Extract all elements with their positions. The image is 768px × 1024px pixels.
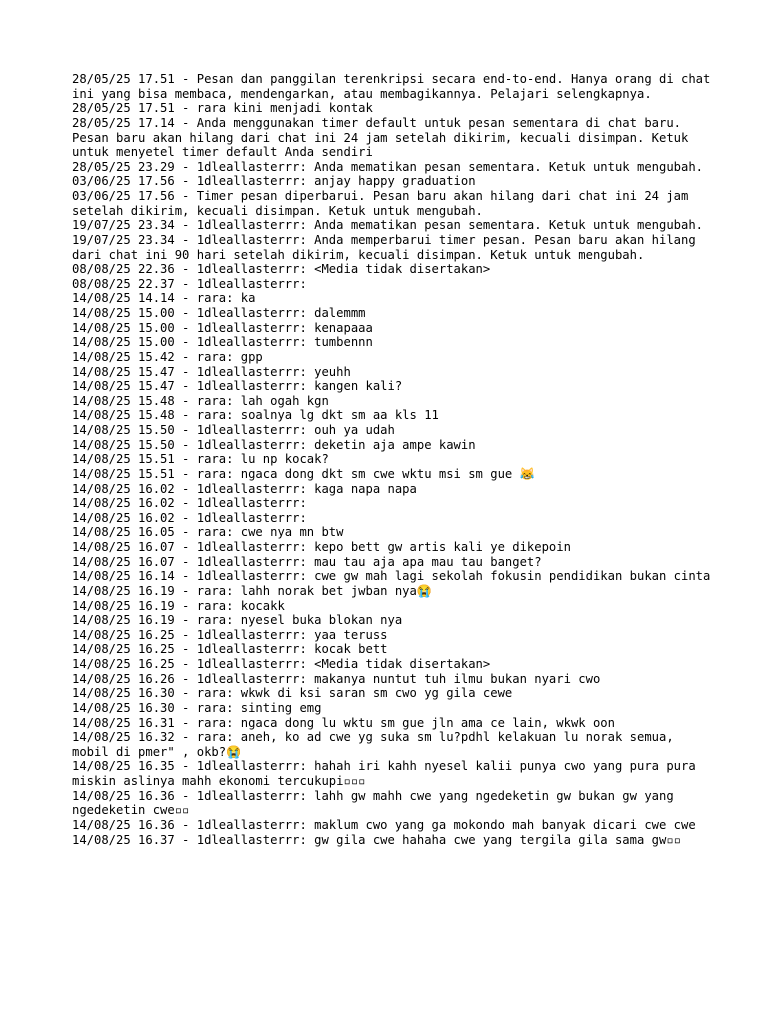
chat-line: 08/08/25 22.37 - 1dleallasterrr: — [72, 276, 307, 291]
chat-line: 14/08/25 16.25 - 1dleallasterrr: <Media tidak disertakan> — [72, 657, 491, 671]
chat-export-document — [72, 72, 718, 847]
chat-line: 19/07/25 23.34 - 1dleallasterrr: Anda memperbarui timer pesan. Pesan baru akan hilang dari chat ini 90 hari setelah dikirim, kecuali disimpan. Ketuk untuk mengubah. — [72, 232, 704, 262]
chat-line: 14/08/25 16.02 - 1dleallasterrr: — [72, 496, 307, 511]
chat-line: 14/08/25 16.31 - rara: ngaca dong lu wktu sm gue jln ama ce lain, wkwk oon — [72, 715, 615, 730]
chat-line: 14/08/25 15.48 - rara: soalnya lg dkt sm aa kls 11 — [72, 408, 439, 423]
chat-line: 14/08/25 16.25 - 1dleallasterrr: kocak bett — [72, 642, 388, 657]
chat-line: 14/08/25 15.00 - 1dleallasterrr: dalemmm — [72, 306, 366, 320]
chat-line: 14/08/25 16.19 - rara: lahh norak bet jwban nya😭 — [72, 583, 433, 598]
chat-line: 14/08/25 16.05 - rara: cwe nya mn btw — [72, 525, 344, 540]
chat-line: 14/08/25 16.19 - rara: kocakk — [72, 598, 285, 613]
chat-line: 14/08/25 15.50 - 1dleallasterrr: ouh ya udah — [72, 423, 395, 437]
chat-line: 14/08/25 15.42 - rara: gpp — [72, 349, 263, 364]
chat-line: 28/05/25 17.14 - Anda menggunakan timer default untuk pesan sementara di chat baru. Pesan baru akan hilang dari chat ini 24 jam setelah dikirim, kecuali disimpan. Ketuk untuk menyetel timer default Anda sendiri — [72, 115, 696, 160]
chat-line: 03/06/25 17.56 - Timer pesan diperbarui. Pesan baru akan hilang dari chat ini 24 jam setelah dikirim, kecuali disimpan. Ketuk untuk mengubah. — [72, 189, 696, 218]
chat-line: 14/08/25 15.51 - rara: ngaca dong dkt sm cwe wktu msi sm gue 😹 — [72, 466, 535, 481]
chat-line: 14/08/25 15.48 - rara: lah ogah kgn — [72, 393, 329, 408]
chat-line: 14/08/25 15.51 - rara: lu np kocak? — [72, 452, 329, 467]
chat-line: 03/06/25 17.56 - 1dleallasterrr: anjay happy graduation — [72, 174, 476, 189]
chat-line: 08/08/25 22.36 - 1dleallasterrr: <Media tidak disertakan> — [72, 262, 491, 277]
chat-line: 14/08/25 16.37 - 1dleallasterrr: gw gila cwe hahaha cwe yang tergila gila sama gw▫▫ — [72, 832, 682, 847]
chat-line: 28/05/25 17.51 - Pesan dan panggilan terenkripsi secara end-to-end. Hanya orang di chat ini yang bisa membaca, mendengarkan, atau membagikannya. Pelajari selengkapnya. — [72, 72, 718, 101]
chat-line: 14/08/25 16.02 - 1dleallasterrr: — [72, 510, 307, 525]
chat-line: 14/08/25 15.47 - 1dleallasterrr: yeuhh — [72, 364, 351, 379]
chat-line: 14/08/25 16.25 - 1dleallasterrr: yaa teruss — [72, 627, 388, 642]
chat-line: 14/08/25 16.30 - rara: wkwk di ksi saran sm cwo yg gila cewe — [72, 686, 513, 701]
chat-line: 28/05/25 17.51 - rara kini menjadi kontak — [72, 101, 373, 116]
chat-line: 14/08/25 16.35 - 1dleallasterrr: hahah iri kahh nyesel kalii punya cwo yang pura pura miskin aslinya mahh ekonomi tercukupi▫▫▫ — [72, 759, 704, 788]
chat-line: 14/08/25 16.36 - 1dleallasterrr: lahh gw mahh cwe yang ngedeketin gw bukan gw yang ngedeketin cwe▫▫ — [72, 788, 682, 818]
chat-line: 14/08/25 16.32 - rara: aneh, ko ad cwe yg suka sm lu?pdhl kelakuan lu norak semua, mobil di pmer" , okb?😭 — [72, 730, 682, 759]
chat-line: 14/08/25 15.00 - 1dleallasterrr: tumbennn — [72, 335, 373, 350]
chat-line: 14/08/25 15.00 - 1dleallasterrr: kenapaaa — [72, 320, 373, 335]
chat-line: 19/07/25 23.34 - 1dleallasterrr: Anda mematikan pesan sementara. Ketuk untuk mengubah. — [72, 218, 704, 233]
chat-line: 14/08/25 15.50 - 1dleallasterrr: deketin aja ampe kawin — [72, 437, 476, 452]
chat-line: 14/08/25 16.14 - 1dleallasterrr: cwe gw mah lagi sekolah fokusin pendidikan bukan cinta — [72, 569, 711, 584]
chat-line: 14/08/25 16.26 - 1dleallasterrr: makanya nuntut tuh ilmu bukan nyari cwo — [72, 671, 601, 686]
chat-line: 14/08/25 16.02 - 1dleallasterrr: kaga napa napa — [72, 481, 417, 496]
chat-line: 14/08/25 15.47 - 1dleallasterrr: kangen kali? — [72, 379, 403, 394]
chat-line: 14/08/25 16.07 - 1dleallasterrr: kepo bett gw artis kali ye dikepoin — [72, 540, 571, 554]
chat-line: 14/08/25 16.07 - 1dleallasterrr: mau tau aja apa mau tau banget? — [72, 554, 542, 569]
chat-line: 28/05/25 23.29 - 1dleallasterrr: Anda mematikan pesan sementara. Ketuk untuk mengubah. — [72, 159, 704, 174]
chat-line: 14/08/25 16.30 - rara: sinting emg — [72, 700, 322, 715]
chat-line: 14/08/25 16.36 - 1dleallasterrr: maklum cwo yang ga mokondo mah banyak dicari cwe cwe — [72, 817, 696, 832]
chat-line: 14/08/25 16.19 - rara: nyesel buka blokan nya — [72, 613, 403, 628]
chat-line: 14/08/25 14.14 - rara: ka — [72, 291, 256, 306]
